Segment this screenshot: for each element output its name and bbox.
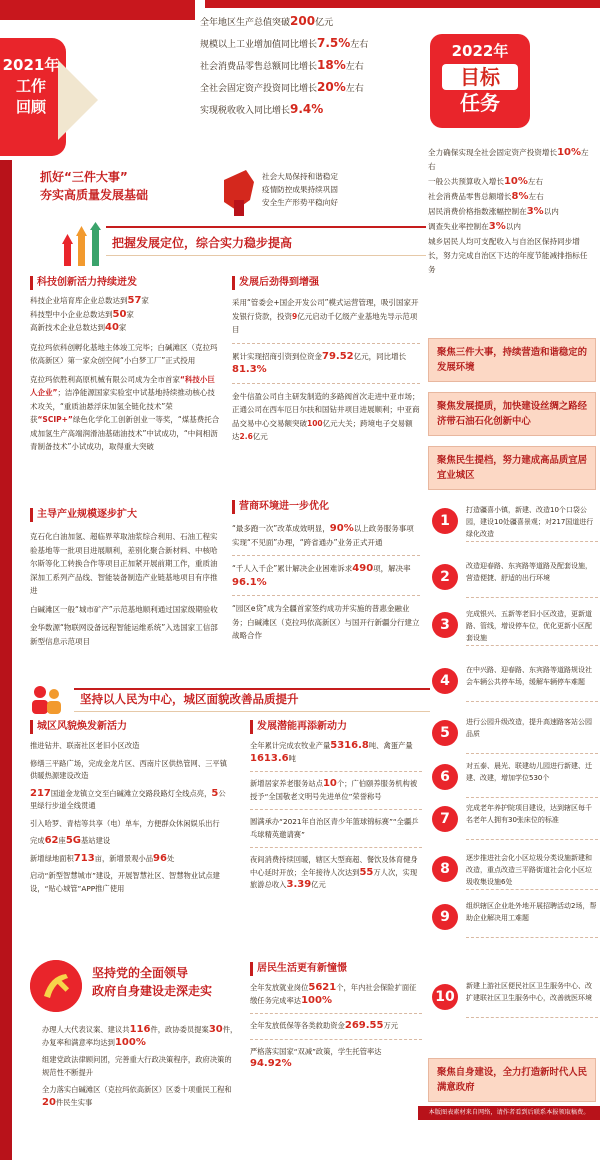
- goal-list: [428, 146, 593, 278]
- task-number: 9: [432, 904, 458, 930]
- goal-value: 3%: [488, 221, 506, 232]
- party-title-2: 政府自身建设走深走实: [92, 984, 213, 998]
- number: 30: [208, 1024, 223, 1035]
- task-item: [430, 852, 598, 890]
- task-number: 1: [432, 508, 458, 534]
- task-number: 4: [432, 668, 458, 694]
- potential-paragraph: [250, 740, 422, 765]
- number: 5621: [308, 982, 337, 993]
- task-item: [430, 980, 598, 1018]
- number: 100: [307, 418, 323, 428]
- goal-item: [428, 235, 593, 277]
- three-events-list: [262, 170, 432, 209]
- section-title-1: 抓好“三件大事”: [40, 170, 128, 184]
- band-title: 把握发展定位，综合实力稳步提高: [112, 236, 293, 250]
- tech-section: [30, 276, 220, 459]
- task-item: [430, 608, 598, 646]
- welfare-paragraph: [250, 1020, 422, 1033]
- stat-row: [200, 78, 430, 100]
- divider: [466, 1017, 598, 1018]
- section-title-2: 夯实高质量发展基础: [40, 188, 149, 202]
- band-title: 坚持以人民为中心，城区面貌改善品质提升: [80, 692, 299, 706]
- review-line2: 回顾: [15, 98, 46, 116]
- task-text: 完成老年养护院项目建设，达到辖区每千名老年人拥有30张床位的标准: [466, 804, 592, 824]
- city-paragraph: 启动“新型智慧城市”建设，开展智慧社区、智慧物业试点建设，“贴心城管”APP推广使用: [30, 871, 220, 893]
- stat-suffix: 左右: [350, 40, 369, 50]
- stat-row: [200, 12, 430, 34]
- goal-suffix: 左右: [527, 177, 544, 186]
- divider: [232, 595, 420, 596]
- party-emblem-icon: [30, 960, 82, 1012]
- text: 绿色化学化工创新创业一等奖，“煤基费托合成加氢生产高端润滑油基础油技术”中试成功，“中间相沥青制备技术”小试成功，取得重大突破: [30, 415, 220, 451]
- industry-paragraph: 克石化白油加氢、超临界萃取油浆综合利用、石油工程实验基地等一批项目进展顺利，差别化聚合新材料、中核哈尔斯等化工转换合作等项目正加紧开展前期工作，重质油深加工系列产品线、智能装备制造产业链基地项目有序推进: [30, 532, 218, 595]
- party-paragraph: [42, 1024, 238, 1049]
- divider: [466, 701, 598, 702]
- text: 处: [166, 853, 175, 863]
- text: 座: [58, 836, 66, 845]
- divider: [232, 555, 420, 556]
- divider: [250, 771, 422, 772]
- goal-item: [428, 190, 593, 204]
- text: 吨: [288, 753, 296, 763]
- text: 个；广伯颐养服务机构被授予“全国敬老文明号先进单位”荣誉称号: [250, 779, 418, 801]
- divider: [466, 541, 598, 542]
- env-title: 营商环境进一步优化: [232, 500, 420, 514]
- text: 办理人大代表议案、建议共: [42, 1025, 130, 1034]
- band-people: [30, 688, 430, 712]
- text: 亿元，同比增长: [353, 351, 407, 361]
- goal-item: [428, 220, 593, 234]
- stat-label: 全社会固定资产投资同比增长: [200, 84, 318, 94]
- number: 55: [359, 866, 374, 878]
- list-item: 社会大局保持和谐稳定: [262, 172, 338, 181]
- welfare-paragraph: [250, 982, 422, 1007]
- divider: [466, 753, 598, 754]
- industry-title: 主导产业规模逐步扩大: [30, 508, 220, 522]
- goal-value: 3%: [526, 206, 544, 217]
- text: 项，解决率: [373, 564, 411, 573]
- footer-note: 本版图表素材来自网络，请作者看到后联系本报领取稿费。: [418, 1106, 600, 1120]
- goal-suffix: 左右: [528, 192, 544, 201]
- focus-box-4: 聚焦自身建设，全力打造新时代人民满意政府: [428, 1058, 596, 1102]
- text: 采用“管委会+国企开发公司”模式运营管理，吸引国家开发银行贷款，投资: [232, 298, 419, 321]
- text: 高新技术企业总数达到: [30, 323, 105, 332]
- stat-suffix: 左右: [345, 84, 364, 94]
- text: 件，政协委员提案: [150, 1025, 209, 1034]
- task-item: [430, 560, 598, 598]
- potential-paragraph: [250, 854, 422, 892]
- divider: [466, 597, 598, 598]
- text: 完成: [30, 836, 45, 845]
- task-text: 在中兴路、迎春路、东宾路等道路规设社会车辆公共停车场，缓解车辆停车难题: [466, 666, 592, 686]
- city-paragraph: 推进钻井、联南社区老旧小区改造: [30, 741, 140, 750]
- number: 100%: [301, 994, 332, 1006]
- text: 严格落实国家“双减”政策，学生托管率达: [250, 1046, 382, 1056]
- env-section: [232, 500, 420, 648]
- task-text: 新建上游社区便民社区卫生服务中心、改扩建联社区卫生服务中心，改善就医环境: [466, 982, 592, 1002]
- goal-value: 8%: [511, 191, 529, 202]
- text: 新增居家养老服务站点: [250, 779, 323, 788]
- highlight: “SCIP+”: [37, 415, 73, 424]
- text: “最多跑一次”改革成效明显，: [232, 524, 330, 533]
- party-paragraph: [42, 1084, 238, 1109]
- stat-row: [200, 100, 430, 122]
- goal-text: 全力确保实现全社会固定资产投资增长: [428, 148, 558, 157]
- goal-item: [428, 146, 593, 174]
- potential-title: 发展潜能再添新动力: [250, 720, 422, 734]
- stat-label: 规模以上工业增加值同比增长: [200, 40, 318, 50]
- stat-value: 20%: [317, 80, 346, 94]
- tech-stat: [30, 294, 220, 308]
- env-paragraph: [232, 522, 420, 549]
- text: “千人入千企”累计解决企业困难诉求: [232, 564, 353, 573]
- text: 国道金龙镇立交至白碱滩立交路段路灯全线点亮，: [50, 788, 212, 798]
- task-item: [430, 760, 598, 798]
- city-title: 城区风貌焕发新活力: [30, 720, 230, 734]
- tech-paragraph-2: [30, 373, 220, 454]
- stat-value: 7.5%: [317, 36, 351, 50]
- fist-icon: [216, 160, 258, 216]
- highlight: “科技小巨人企业”: [30, 374, 215, 397]
- number: 5: [211, 787, 219, 799]
- stat-row: [200, 34, 430, 56]
- goal-text: 调查失业率控制在: [428, 222, 489, 231]
- tech-stat: [30, 308, 220, 322]
- party-title-1: 坚持党的全面领导: [92, 966, 189, 980]
- text: 家: [126, 309, 134, 319]
- env-paragraph: [232, 562, 420, 589]
- task-number: 7: [432, 806, 458, 832]
- text: 个，年内社会保险扩面征缴任务完成率达: [250, 983, 417, 1005]
- number: 50: [112, 308, 127, 320]
- city-paragraph: 修缮三平路广场，完成金龙片区、西南片区供热管网、三平镇供暖热源建设改造: [30, 758, 228, 780]
- task-number: 6: [432, 764, 458, 790]
- focus-box-3: 聚焦民生提档，努力建成高品质宜居宜业城区: [428, 446, 596, 490]
- task-text: 对五泰、晨光、联建幼儿园进行新建、迁建、改建，增加学位530个: [466, 762, 592, 782]
- task-number: 3: [432, 612, 458, 638]
- text: 全年发放就业岗位: [250, 983, 309, 992]
- party-body: [42, 1024, 238, 1114]
- develop-paragraph: [232, 350, 420, 377]
- task-number: 10: [432, 984, 458, 1010]
- divider: [232, 383, 420, 384]
- tech-title: 科技创新活力持续迸发: [30, 276, 220, 290]
- task-text: 组织辖区企业赴外地开展招聘活动2场，帮助企业解决用工难题: [466, 902, 597, 922]
- target-year: 2022年: [451, 42, 509, 60]
- number: 90%: [329, 523, 354, 534]
- text: 亿元: [252, 432, 268, 441]
- potential-section: [250, 720, 422, 897]
- number: 57: [127, 295, 142, 306]
- number: 9: [292, 311, 298, 321]
- party-paragraph: 组建党政法律顾问团，完善重大行政决策程序，政府决策的规范性不断提升: [42, 1055, 232, 1077]
- number: 40: [105, 322, 119, 333]
- potential-paragraph: 圆满承办“2021年自治区青少年篮球锦标赛”“全疆乒乓球精英邀请赛”: [250, 817, 419, 839]
- env-paragraph: “园区e贷”成为全疆首家签约成功并实施的普惠金融业务；白碱滩区（克拉玛依高新区）与国开行新疆分行建立战略合作: [232, 604, 420, 640]
- stat-suffix: 左右: [345, 62, 364, 72]
- number: 1613.6: [250, 752, 289, 764]
- text: 万元: [383, 1021, 399, 1030]
- party-section-header: [30, 960, 280, 1018]
- industry-paragraph: 白碱滩区一般“城市矿产”示范基地顺利通过国家级期验收: [30, 604, 218, 614]
- number: 79.52: [322, 350, 354, 362]
- text: 科技企业培育库企业总数达到: [30, 296, 128, 305]
- section-three-events: [40, 168, 240, 218]
- stat-label: 实现税收收入同比增长: [200, 106, 291, 116]
- tech-stat: [30, 321, 220, 335]
- divider: [250, 847, 422, 848]
- number: 100%: [114, 1036, 146, 1048]
- city-paragraph: 引入哈罗、青桔等共享（电）单车，方便群众休闲娱乐出行: [30, 818, 220, 828]
- text: 以上政务服务事项实现“不见面”办理，“跨省通办”业务正式开通: [232, 524, 414, 547]
- focus-box-1: 聚焦三件大事，持续营造和谐稳定的发展环境: [428, 338, 596, 382]
- number: 5G: [65, 835, 81, 846]
- text: 件，办复率和满意率均达到: [42, 1025, 238, 1047]
- stat-label: 社会消费品零售总额同比增长: [200, 62, 318, 72]
- divider: [466, 937, 598, 938]
- task-text: 改造迎春路、东宾路等道路及配套设施，营造便捷、舒适的出行环境: [466, 562, 592, 582]
- text: 公里绿行步道全线贯通: [30, 788, 226, 810]
- task-number: 8: [432, 856, 458, 882]
- goal-item: [428, 175, 593, 189]
- top-stripe: [0, 0, 195, 20]
- text: 亩，新增景观小品: [94, 853, 154, 863]
- industry-paragraph: 金华数源“物联网设备远程智能运维系统”入选国家工信部新型信息示范项目: [30, 623, 218, 646]
- divider: [466, 889, 598, 890]
- goal-value: 10%: [557, 147, 582, 158]
- divider: [466, 645, 598, 646]
- goal-suffix: 左右: [428, 148, 589, 171]
- focus-box-2: 聚焦发展提质，加快建设丝绸之路经济带石油石化创新中心: [428, 392, 596, 436]
- number: 713: [73, 852, 95, 864]
- number: 5316.8: [330, 740, 369, 751]
- city-section: [30, 720, 230, 900]
- develop-section: [232, 276, 420, 449]
- task-text: 打造疆喜小镇，新建、改造10个口袋公园，建设10处疆喜景观；对217国道进行绿化改造: [466, 506, 594, 538]
- goal-suffix: 以内: [505, 222, 521, 231]
- stat-value: 18%: [317, 58, 346, 72]
- text: 累计实现招商引资到位资金: [232, 351, 322, 361]
- number: 81.3%: [232, 364, 267, 375]
- task-item: [430, 664, 598, 702]
- number: 94.92%: [250, 1058, 292, 1069]
- text: 吨、禽蛋产量: [368, 741, 413, 750]
- number: 10: [322, 778, 337, 789]
- list-item: 安全生产形势平稳向好: [262, 198, 338, 207]
- top-stats: [200, 12, 430, 122]
- number: 62: [44, 835, 59, 846]
- text: 基站建设: [80, 836, 111, 845]
- task-item: [430, 900, 598, 938]
- text: 全力落实白碱滩区（克拉玛依高新区）区委十项重民工程和: [42, 1085, 232, 1094]
- number: 116: [129, 1024, 151, 1035]
- text: 全年累计完成农牧业产量: [250, 741, 331, 750]
- text: 夜间消费持续回暖，辖区大型商超、餐饮及体育健身中心延时开放；全年接待人次达到: [250, 855, 418, 877]
- text: 万人次，实现旅游总收入: [250, 867, 418, 889]
- stat-row: [200, 56, 430, 78]
- text: 家: [118, 323, 127, 332]
- text: ；洁净能源国家实验室中试基地持续推动核心技术攻关，“重质油悬浮床加氢全链化技术”荣获: [30, 388, 215, 424]
- task-item: [430, 716, 598, 754]
- task-text: 进行公园升级改造，提升高速路客站公园品质: [466, 718, 592, 738]
- goal-text: 一般公共预算收入增长: [428, 177, 504, 186]
- task-item: [430, 504, 598, 542]
- review-arrow: [58, 60, 98, 140]
- potential-paragraph: [250, 778, 422, 803]
- task-number: 2: [432, 564, 458, 590]
- goal-text: 城乡居民人均可支配收入与自治区保持同步增长，努力完成自治区下达的年度节能减排指标任务: [428, 237, 588, 274]
- stat-value: 200: [290, 14, 316, 28]
- number: 20: [42, 1096, 56, 1108]
- develop-paragraph: [232, 296, 420, 337]
- welfare-paragraph: [250, 1046, 422, 1071]
- text: 亿元启动千亿级产业基地先导示范项目: [232, 311, 418, 334]
- divider: [250, 1039, 422, 1040]
- tech-stats: [30, 294, 220, 335]
- task-item: [430, 802, 598, 840]
- text: 亿元大关；跨境电子交易额达: [232, 418, 413, 441]
- text: 全年发放低保等各类救助资金: [250, 1021, 345, 1030]
- divider: [232, 343, 420, 344]
- text: 金牛信盈公司自主研发制造的多路阀首次走进中亚市场；正通公司在西车厄日尔扶和国钻井项目进展顺利；中亚商品交易中心交易额突破: [232, 391, 420, 428]
- goal-text: 居民消费价格指数涨幅控制在: [428, 207, 527, 216]
- task-text: 完成银兴、五新等老旧小区改造，更新道路、管线，增设停车位，优化更新小区配套设施: [466, 610, 592, 642]
- review-year: 2021年: [2, 56, 60, 74]
- number: 96.1%: [232, 576, 267, 588]
- text: 新增绿地面积: [30, 853, 74, 863]
- review-line1: 工作: [15, 77, 46, 95]
- number: 269.55: [344, 1020, 384, 1031]
- text: 家: [141, 296, 149, 305]
- top-red-arc: [205, 0, 600, 8]
- text: 科技型中小企业总数达到: [30, 309, 113, 319]
- industry-section: [30, 508, 220, 653]
- target-line1: 目标: [442, 64, 518, 90]
- goal-suffix: 以内: [543, 207, 559, 216]
- goal-text: 社会消费品零售总额增长: [428, 192, 512, 201]
- text: 克拉玛依胜利高原机械有限公司成为全市首家: [30, 374, 180, 384]
- band-development: [16, 226, 426, 272]
- stat-value: 9.4%: [290, 102, 324, 116]
- divider: [466, 797, 598, 798]
- task-text: 逐步推进社会化小区垃圾分类设施新建和改造，重点改造三平路街道社会化小区垃圾收集设施6处: [466, 854, 592, 886]
- welfare-section: [250, 962, 422, 1076]
- tech-paragraph: 克拉玛依科创孵化基地主体竣工完毕；白碱滩区（克拉玛依高新区）第一家众创空间“小白梦工厂”正式投用: [30, 342, 218, 365]
- task-number: 5: [432, 720, 458, 746]
- number: 96: [153, 852, 167, 864]
- stat-label: 全年地区生产总值突破: [200, 18, 291, 28]
- divider: [250, 1013, 422, 1014]
- list-item: 疫情防控成果持续巩固: [262, 185, 338, 194]
- develop-paragraph: [232, 390, 420, 444]
- text: 件民生实事: [55, 1097, 93, 1107]
- divider: [466, 839, 598, 840]
- number: 3.39: [286, 879, 312, 890]
- goal-item: [428, 205, 593, 219]
- stat-suffix: 亿元: [315, 18, 334, 28]
- target-badge: [430, 34, 530, 128]
- welfare-title: 居民生活更有新憧憬: [250, 962, 422, 976]
- text: 亿元: [311, 880, 326, 889]
- develop-title: 发展后劲得到增强: [232, 276, 420, 290]
- goal-value: 10%: [503, 176, 528, 187]
- target-line2: 任务: [460, 91, 500, 115]
- city-paragraph: [30, 835, 230, 848]
- city-paragraph: [30, 853, 230, 866]
- divider: [250, 809, 422, 810]
- number: 217: [30, 787, 51, 799]
- number: 2.6: [239, 432, 253, 441]
- left-red-bar: [0, 160, 12, 1160]
- city-paragraph: [30, 788, 230, 813]
- number: 490: [352, 563, 374, 574]
- review-title: [0, 55, 62, 118]
